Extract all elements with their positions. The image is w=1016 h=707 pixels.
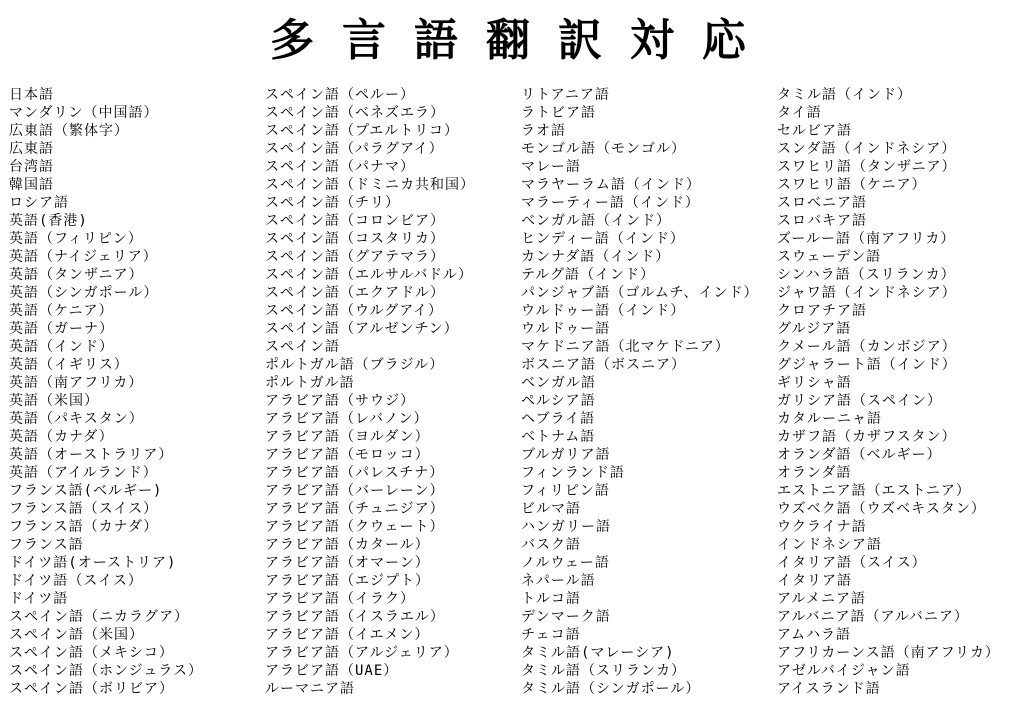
language-item: フランス語 — [9, 537, 84, 553]
language-column-4 — [777, 86, 1016, 698]
language-item: 英語（パキスタン） — [9, 411, 144, 427]
language-item: シンハラ語（スリランカ） — [777, 267, 956, 283]
title-char: 多 — [270, 15, 314, 66]
language-item: グルジア語 — [777, 321, 852, 337]
language-item: マケドニア語（北マケドニア） — [521, 339, 730, 355]
language-item: 英語（シンガポール） — [9, 285, 159, 301]
language-item: タイ語 — [777, 105, 822, 121]
language-list — [0, 86, 1016, 698]
language-item: 広東語 — [9, 141, 54, 157]
language-item: ポルトガル語（ブラジル） — [265, 357, 445, 373]
language-item: ドイツ語(オーストリア) — [9, 555, 177, 571]
language-item: アラビア語（チュニジア） — [265, 501, 445, 517]
language-item: アラビア語（レバノン） — [265, 411, 429, 427]
language-item: スワヒリ語（ケニア） — [777, 177, 927, 193]
language-item: スペイン語（米国） — [9, 627, 144, 643]
language-item: テルグ語（インド） — [521, 267, 656, 283]
language-item: ラトビア語 — [521, 105, 596, 121]
language-item: セルビア語 — [777, 123, 852, 139]
title-char: 訳 — [558, 15, 602, 66]
language-item: スロバキア語 — [777, 213, 867, 229]
language-item: チェコ語 — [521, 627, 581, 643]
language-item: アラビア語（ヨルダン） — [265, 429, 430, 445]
language-item: ガリシア語（スペイン） — [777, 393, 942, 409]
language-item: アルメニア語 — [777, 591, 867, 607]
language-item: 英語（オーストラリア） — [9, 447, 174, 463]
language-item: アラビア語（イエメン） — [265, 627, 430, 643]
language-item: 英語（アイルランド） — [9, 465, 158, 481]
language-item: トルコ語 — [521, 591, 581, 607]
language-item: アラビア語（サウジ） — [265, 393, 415, 409]
language-item: オランダ語（ベルギー） — [777, 447, 942, 463]
language-item: スペイン語 — [265, 339, 340, 355]
language-item: スンダ語（インドネシア） — [777, 141, 957, 157]
language-item: ルーマニア語 — [265, 681, 355, 697]
language-item: ウズベク語（ウズベキスタン） — [777, 501, 986, 517]
language-item: モンゴル語（モンゴル） — [521, 141, 686, 157]
language-item: スペイン語（コロンビア） — [265, 213, 445, 229]
language-item: ラオ語 — [521, 123, 566, 139]
language-item: リトアニア語 — [521, 87, 610, 103]
language-item: 日本語 — [9, 87, 54, 103]
language-item: ジャワ語（インドネシア） — [777, 285, 957, 301]
language-item: スペイン語（ペルー） — [265, 87, 415, 103]
language-item: アラビア語（オマーン） — [265, 555, 430, 571]
language-item: スペイン語（ニカラグア） — [9, 609, 189, 625]
language-item: ブルガリア語 — [521, 447, 611, 463]
language-item: 広東語（繁体字） — [9, 123, 129, 139]
language-item: 台湾語 — [9, 159, 54, 175]
language-item: アフリカーンス語（南アフリカ） — [777, 645, 1000, 661]
language-item: アラビア語（エジプト） — [265, 573, 430, 589]
language-item: 英語（米国） — [9, 393, 99, 409]
language-item: タミル語(マレーシア) — [521, 645, 675, 661]
language-item: スペイン語（ウルグアイ） — [265, 303, 444, 319]
language-item: アラビア語（カタール） — [265, 537, 430, 553]
language-item: タミル語（インド） — [777, 87, 912, 103]
language-item: ベンガル語（インド） — [521, 213, 671, 229]
language-item: アラビア語（モロッコ） — [265, 447, 430, 463]
language-item: ウルドゥー語（インド） — [521, 303, 686, 319]
language-item: アラビア語（イラク） — [265, 591, 415, 607]
language-item: カザフ語（カザフスタン） — [777, 429, 957, 445]
language-column-2 — [265, 86, 515, 698]
language-item: デンマーク語 — [521, 609, 611, 625]
language-item: マラーティー語（インド） — [521, 195, 700, 211]
language-column-1 — [9, 86, 259, 698]
language-item: グジャラート語（インド） — [777, 357, 957, 373]
language-item: アゼルバイジャン語 — [777, 663, 911, 679]
language-item: アラビア語（イスラエル） — [265, 609, 445, 625]
language-item: スペイン語（エルサルバドル） — [265, 267, 474, 283]
language-item: 英語（ガーナ） — [9, 321, 114, 337]
language-item: スペイン語（パナマ） — [265, 159, 415, 175]
language-item: アイスランド語 — [777, 681, 881, 697]
language-item: スペイン語（ホンジュラス） — [9, 663, 203, 679]
language-item: 英語（イギリス） — [9, 357, 129, 373]
language-item: タミル語（スリランカ） — [521, 663, 686, 679]
language-item: フランス語(ベルギー) — [9, 483, 163, 499]
language-item: フランス語（スイス） — [9, 501, 159, 517]
language-item: スペイン語（プエルトリコ） — [265, 123, 460, 139]
language-item: インドネシア語 — [777, 537, 882, 553]
language-item: アムハラ語 — [777, 627, 852, 643]
language-item: スペイン語（コスタリカ） — [265, 231, 445, 247]
language-item: 英語（カナダ） — [9, 429, 114, 445]
language-item: クロアチア語 — [777, 303, 867, 319]
title-char: 対 — [630, 15, 674, 66]
language-item: タミル語（シンガポール） — [521, 681, 701, 697]
language-item: マレー語 — [521, 159, 581, 175]
language-item: 英語（ナイジェリア） — [9, 249, 158, 265]
language-item: アラビア語（UAE） — [265, 663, 399, 679]
language-item: ヘブライ語 — [521, 411, 596, 427]
language-item: ロシア語 — [9, 195, 69, 211]
language-item: スペイン語（アルゼンチン） — [265, 321, 459, 337]
language-item: バスク語 — [521, 537, 581, 553]
language-item: イタリア語 — [777, 573, 852, 589]
language-item: ズールー語（南アフリカ） — [777, 231, 956, 247]
language-item: イタリア語（スイス） — [777, 555, 927, 571]
language-item: スペイン語（メキシコ） — [9, 645, 174, 661]
language-item: ベンガル語 — [521, 375, 596, 391]
language-item: スペイン語（ドミニカ共和国） — [265, 177, 475, 193]
language-item: 英語(香港) — [9, 213, 88, 229]
title-char: 応 — [702, 15, 746, 66]
language-item: パンジャブ語（ゴルムチ、インド） — [521, 285, 759, 301]
title-char: 語 — [414, 15, 458, 66]
language-item: アルバニア語（アルバニア） — [777, 609, 969, 625]
language-item: ウルドゥー語 — [521, 321, 611, 337]
language-item: 英語（ケニア） — [9, 303, 114, 319]
language-item: 英語（南アフリカ） — [9, 375, 144, 391]
language-item: アラビア語（バーレーン） — [265, 483, 445, 499]
language-item: カタルーニャ語 — [777, 411, 882, 427]
language-item: 英語（タンザニア） — [9, 267, 144, 283]
language-item: ヒンディー語（インド） — [521, 231, 685, 247]
language-item: オランダ語 — [777, 465, 852, 481]
language-item: ベトナム語 — [521, 429, 596, 445]
language-item: スペイン語（パラグアイ） — [265, 141, 444, 157]
language-item: 韓国語 — [9, 177, 54, 193]
language-item: ボスニア語（ボスニア） — [521, 357, 686, 373]
language-item: エストニア語（エストニア） — [777, 483, 971, 499]
language-item: アラビア語（クウェート） — [265, 519, 445, 535]
language-item: ビルマ語 — [521, 501, 581, 517]
language-item: ペルシア語 — [521, 393, 596, 409]
language-item: カンナダ語（インド） — [521, 249, 671, 265]
language-item: スロベニア語 — [777, 195, 867, 211]
language-item: クメール語（カンボジア） — [777, 339, 957, 355]
language-item: フランス語（カナダ） — [9, 519, 159, 535]
language-column-3 — [521, 86, 771, 698]
language-item: ノルウェー語 — [521, 555, 610, 571]
language-item: ギリシャ語 — [777, 375, 852, 391]
language-item: スウェーデン語 — [777, 249, 882, 265]
language-item: 英語（インド） — [9, 339, 114, 355]
language-item: アラビア語（アルジェリア） — [265, 645, 459, 661]
language-item: ネパール語 — [521, 573, 596, 589]
title-char: 翻 — [486, 15, 530, 66]
language-item: ドイツ語 — [9, 591, 69, 607]
language-item: ハンガリー語 — [521, 519, 611, 535]
page-title — [0, 10, 1016, 72]
language-item: フィリピン語 — [521, 483, 610, 499]
language-item: マンダリン（中国語） — [9, 105, 159, 121]
language-item: ドイツ語（スイス） — [9, 573, 143, 589]
language-item: スワヒリ語（タンザニア） — [777, 159, 957, 175]
language-item: ポルトガル語 — [265, 375, 355, 391]
language-item: マラヤーラム語（インド） — [521, 177, 701, 193]
language-item: スペイン語（ベネズエラ） — [265, 105, 445, 121]
language-item: スペイン語（ボリビア） — [9, 681, 174, 697]
language-item: アラビア語（パレスチナ） — [265, 465, 445, 481]
language-item: 英語（フィリピン） — [9, 231, 143, 247]
language-item: フィンランド語 — [521, 465, 625, 481]
title-char: 言 — [342, 15, 386, 66]
language-item: スペイン語（グアテマラ） — [265, 249, 445, 265]
language-item: ウクライナ語 — [777, 519, 867, 535]
language-item: スペイン語（エクアドル） — [265, 285, 445, 301]
language-item: スペイン語（チリ） — [265, 195, 400, 211]
